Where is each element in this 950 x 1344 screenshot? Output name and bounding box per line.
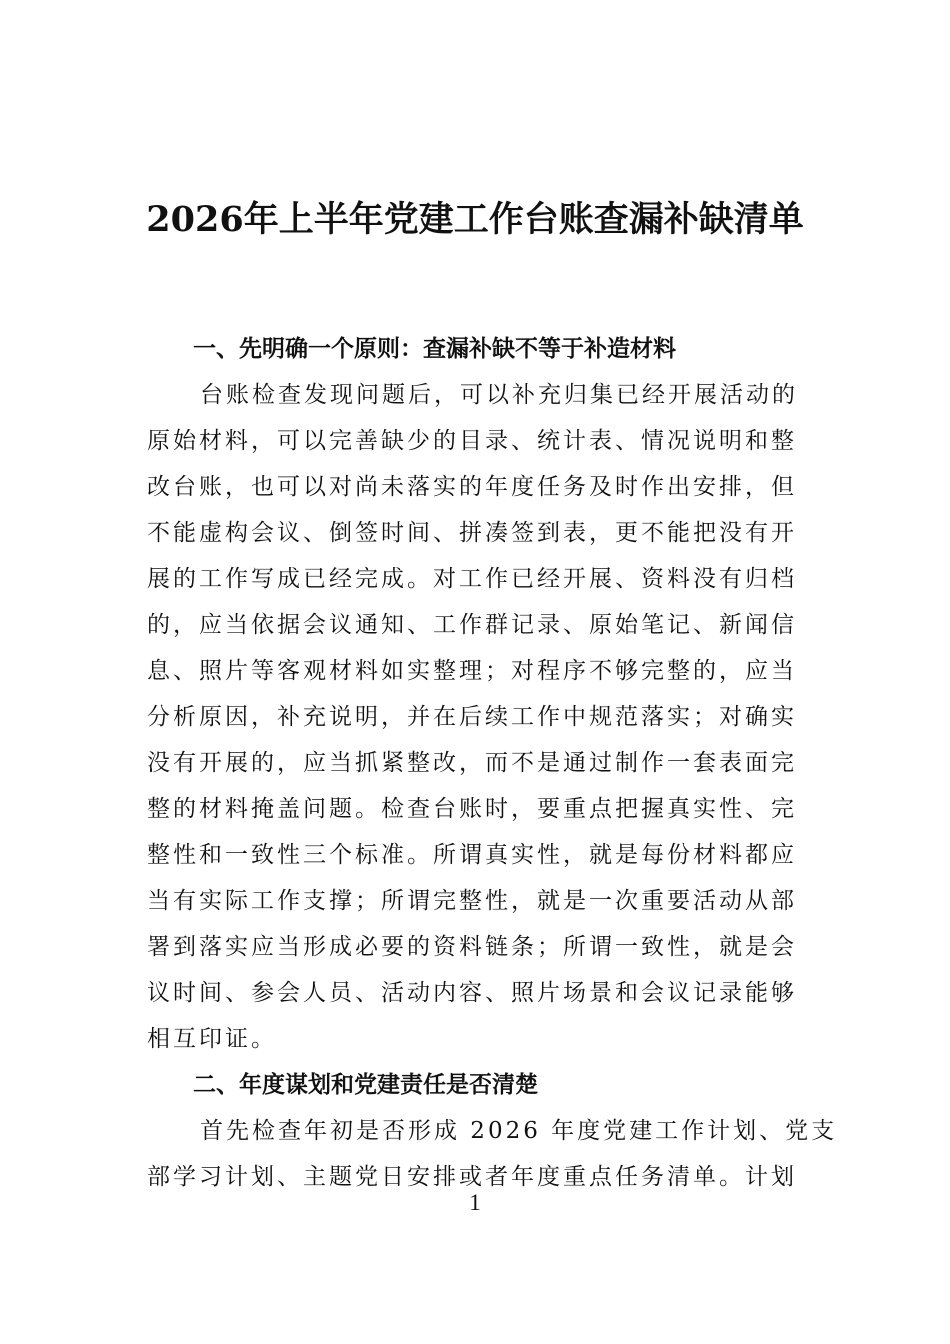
section-heading: 二、年度谋划和党建责任是否清楚 bbox=[193, 1072, 538, 1098]
paragraph-line: 整的材料掩盖问题。检查台账时，要重点把握真实性、完 bbox=[147, 796, 797, 822]
paragraph-line: 议时间、参会人员、活动内容、照片场景和会议记录能够 bbox=[147, 980, 797, 1006]
paragraph-line: 的，应当依据会议通知、工作群记录、原始笔记、新闻信 bbox=[147, 612, 797, 638]
paragraph-line: 没有开展的，应当抓紧整改，而不是通过制作一套表面完 bbox=[147, 750, 797, 776]
paragraph-line: 原始材料，可以完善缺少的目录、统计表、情况说明和整 bbox=[147, 428, 797, 454]
page-number: 1 bbox=[469, 1190, 481, 1215]
paragraph-line: 台账检查发现问题后，可以补充归集已经开展活动的 bbox=[200, 382, 798, 408]
document-title: 2026年上半年党建工作台账查漏补缺清单 bbox=[146, 199, 804, 240]
paragraph-line: 展的工作写成已经完成。对工作已经开展、资料没有归档 bbox=[147, 566, 797, 592]
paragraph-line: 整性和一致性三个标准。所谓真实性，就是每份材料都应 bbox=[147, 842, 797, 868]
document-body bbox=[147, 326, 838, 1200]
paragraph-line: 改台账，也可以对尚未落实的年度任务及时作出安排，但 bbox=[147, 474, 797, 500]
paragraph-line: 署到落实应当形成必要的资料链条；所谓一致性，就是会 bbox=[147, 934, 797, 960]
section-heading: 一、先明确一个原则：查漏补缺不等于补造材料 bbox=[193, 336, 676, 362]
paragraph-line: 首先检查年初是否形成 2026 年度党建工作计划、党支 bbox=[200, 1118, 838, 1144]
paragraph-line: 息、照片等客观材料如实整理；对程序不够完整的，应当 bbox=[147, 658, 797, 684]
paragraph-line: 当有实际工作支撑；所谓完整性，就是一次重要活动从部 bbox=[147, 888, 797, 914]
paragraph-line: 相互印证。 bbox=[147, 1026, 277, 1052]
paragraph-line: 分析原因，补充说明，并在后续工作中规范落实；对确实 bbox=[147, 704, 797, 730]
paragraph-line: 不能虚构会议、倒签时间、拼凑签到表，更不能把没有开 bbox=[147, 520, 797, 546]
paragraph-line: 部学习计划、主题党日安排或者年度重点任务清单。计划 bbox=[147, 1164, 797, 1190]
